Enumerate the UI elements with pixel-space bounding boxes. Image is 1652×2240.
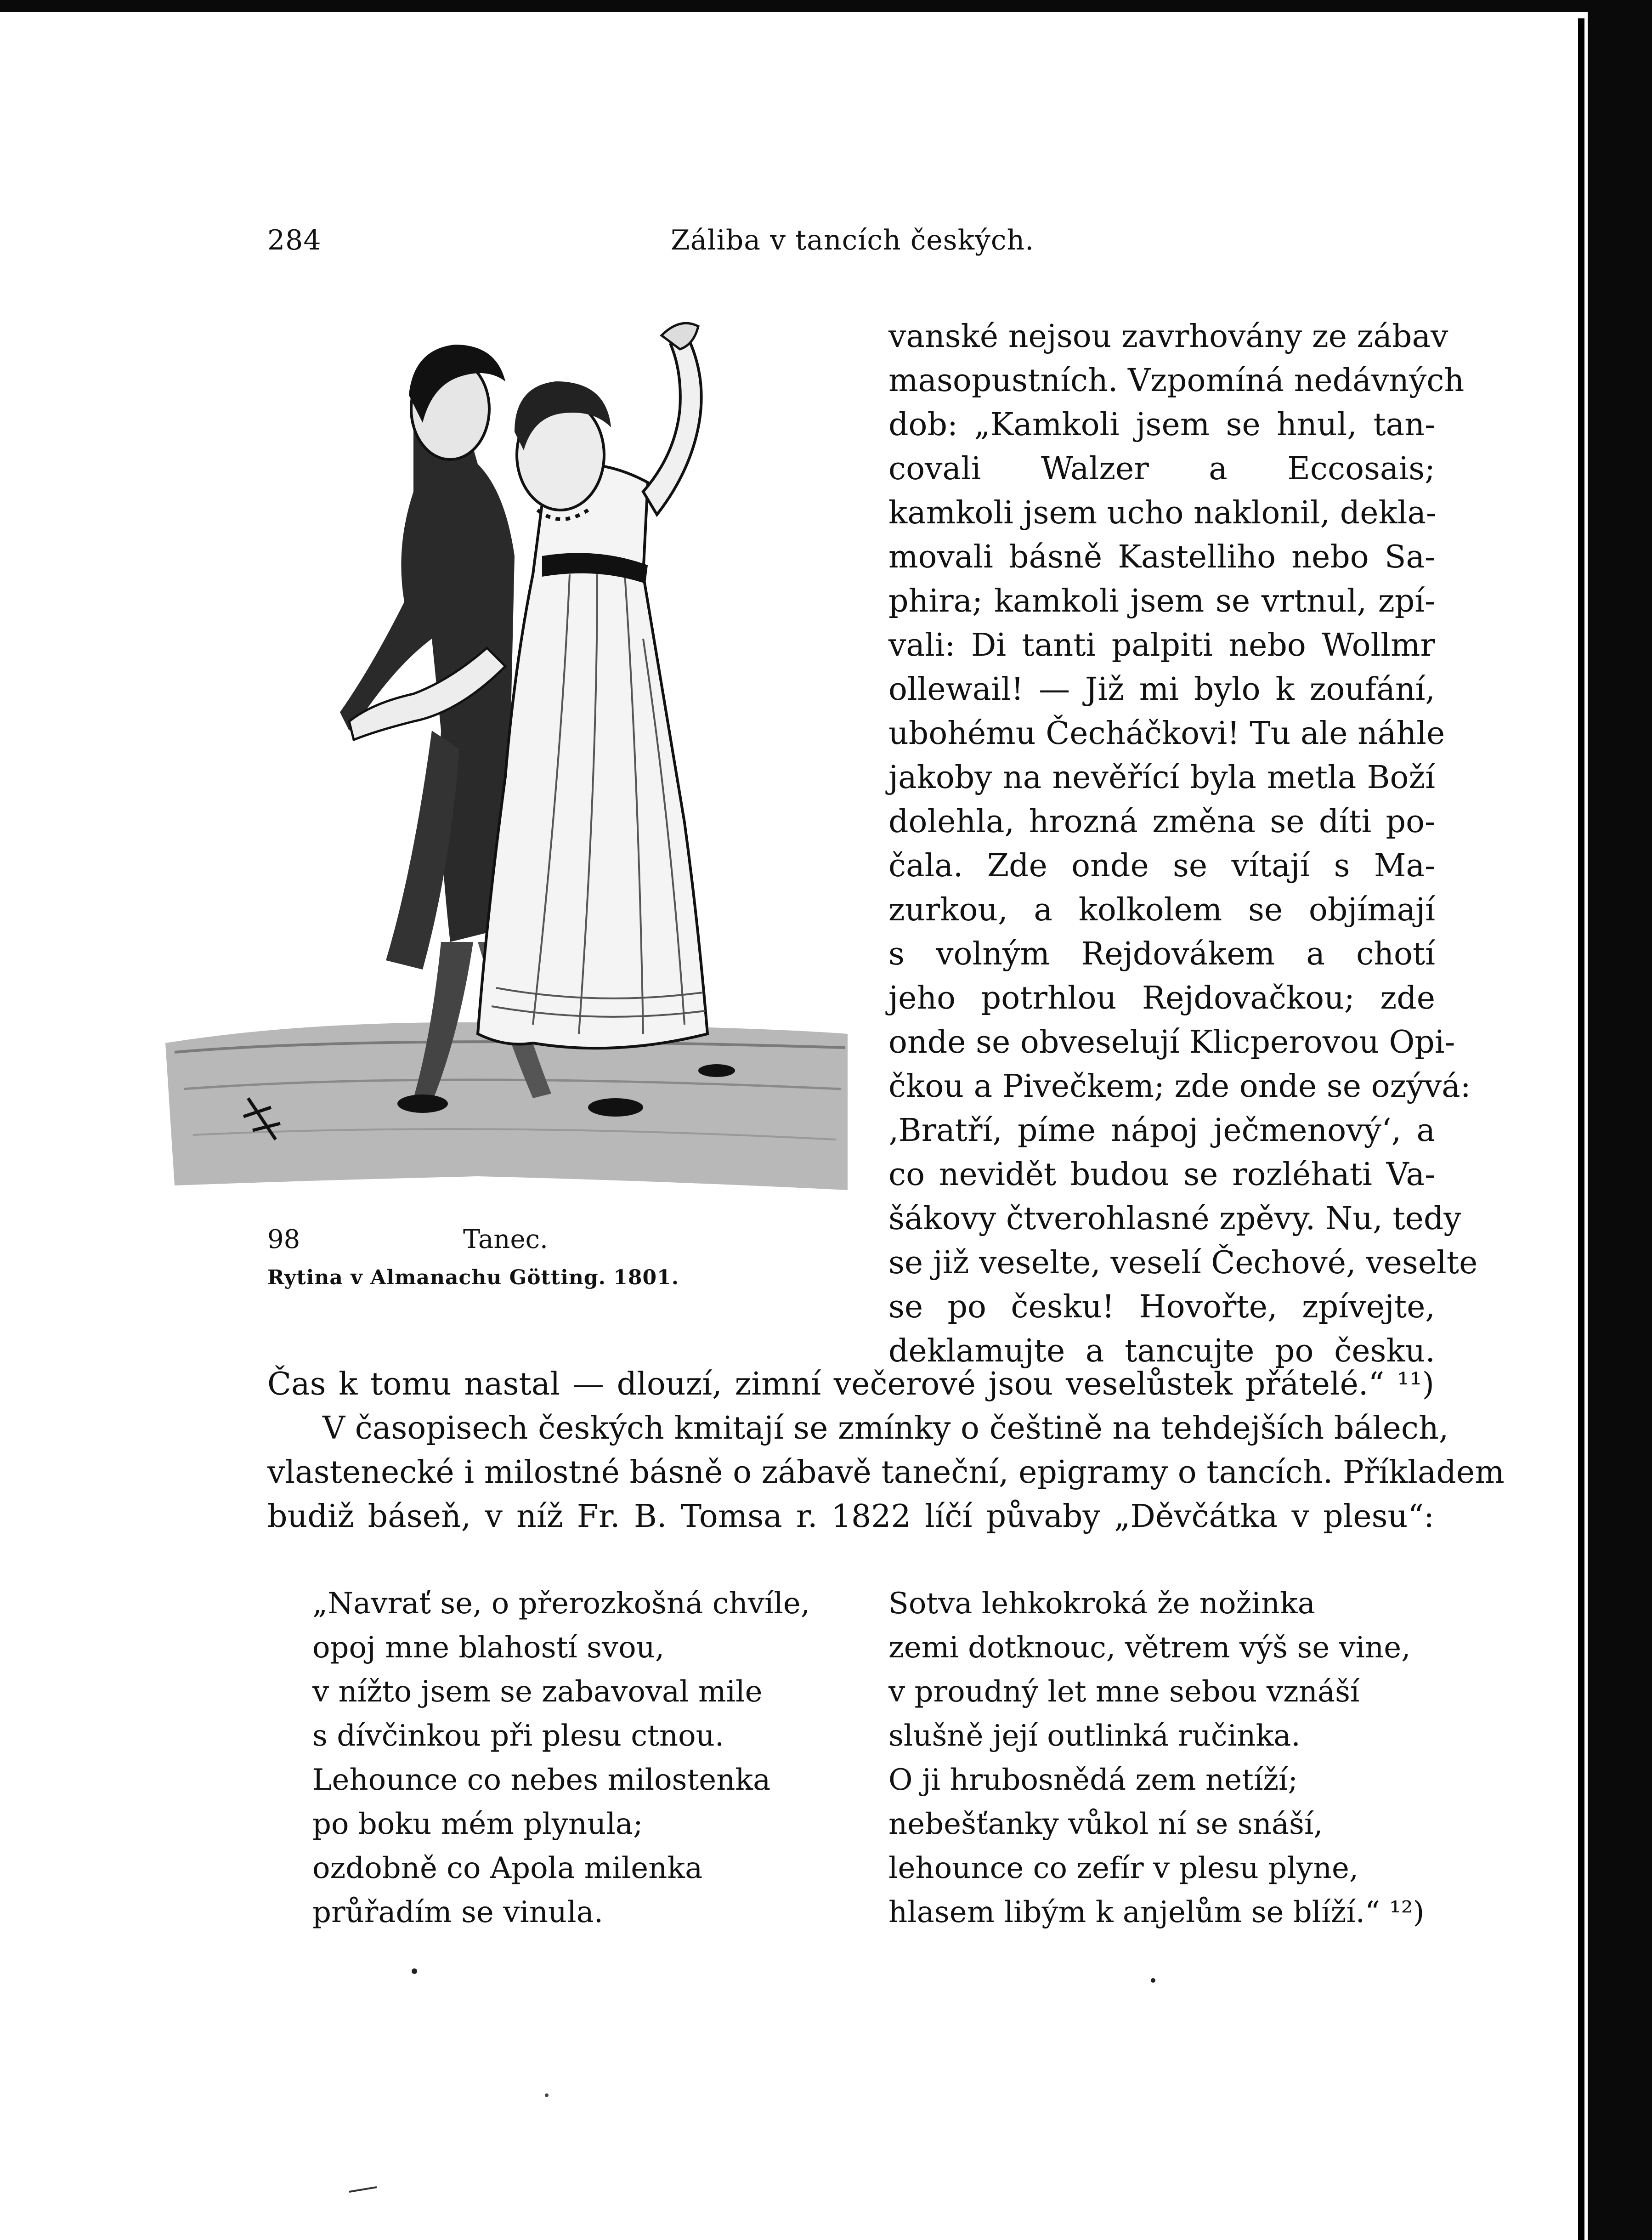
poem-line: nebešťanky vůkol ní se snáší, bbox=[888, 1807, 1323, 1841]
text-line: kamkoli jsem ucho naklonil, dekla- bbox=[888, 495, 1437, 531]
text-line: ubohému Čecháčkovi! Tu ale náhle bbox=[888, 715, 1445, 752]
text-line: se již veselte, veselí Čechové, veselte bbox=[888, 1245, 1478, 1281]
text-line: dob: „Kamkoli jsem se hnul, tan- bbox=[888, 407, 1435, 443]
poem-line: ozdobně co Apola milenka bbox=[312, 1851, 703, 1885]
text-line: movali básně Kastelliho nebo Sa- bbox=[888, 539, 1435, 575]
text-line: Čas k tomu nastal — dlouzí, zimní večerové jsou veselůstek přátelé.“ ¹¹) bbox=[267, 1366, 1434, 1402]
text-line: se po česku! Hovořte, zpívejte, bbox=[888, 1289, 1435, 1325]
page-number: 284 bbox=[267, 224, 322, 256]
text-line: onde se obveselují Klicperovou Opi- bbox=[888, 1024, 1455, 1060]
text-line: vlastenecké i milostné básně o zábavě taneční, epigramy o tancích. Příkladem bbox=[267, 1454, 1505, 1491]
text-line: masopustních. Vzpomíná nedávných bbox=[888, 363, 1465, 399]
text-line: ollewail! — Již mi bylo k zoufání, bbox=[888, 671, 1435, 708]
text-line: s volným Rejdovákem a chotí bbox=[888, 936, 1435, 972]
poem-line: po boku mém plynula; bbox=[312, 1807, 643, 1841]
poem-line: O ji hrubosnědá zem netíží; bbox=[888, 1763, 1298, 1797]
text-line: jakoby na nevěřící byla metla Boží bbox=[888, 760, 1435, 796]
running-title: Záliba v tancích českých. bbox=[671, 224, 1035, 256]
text-line: čkou a Pivečkem; zde onde se ozývá: bbox=[888, 1068, 1471, 1105]
poem-line: Sotva lehkokroká že nožinka bbox=[888, 1587, 1315, 1621]
poem-line: s dívčinkou při plesu ctnou. bbox=[312, 1719, 724, 1753]
text-line: covali Walzer a Eccosais; bbox=[888, 451, 1435, 487]
poem-line: průřadím se vinula. bbox=[312, 1895, 604, 1929]
poem-line: Lehounce co nebes milostenka bbox=[312, 1763, 771, 1797]
text-line: vali: Di tanti palpiti nebo Wollmr bbox=[888, 627, 1435, 663]
text-line: deklamujte a tancujte po česku. bbox=[888, 1333, 1435, 1369]
text-line: šákovy čtverohlasné zpěvy. Nu, tedy bbox=[888, 1201, 1461, 1237]
text-line: jeho potrhlou Rejdovačkou; zde bbox=[888, 980, 1435, 1016]
text-line: čala. Zde onde se vítají s Ma- bbox=[888, 848, 1435, 884]
poem-line: zemi dotknouc, větrem výš se vine, bbox=[888, 1631, 1411, 1665]
text-line: dolehla, hrozná změna se díti po- bbox=[888, 804, 1435, 840]
poem-line: slušně její outlinká ručinka. bbox=[888, 1719, 1301, 1753]
figure-credit: Rytina v Almanachu Götting. 1801. bbox=[267, 1266, 679, 1289]
poem-line: lehounce co zefír v plesu plyne, bbox=[888, 1851, 1359, 1885]
poem-line: v nížto jsem se zabavoval mile bbox=[312, 1675, 763, 1709]
figure-title: Tanec. bbox=[463, 1225, 548, 1254]
figure-number: 98 bbox=[267, 1225, 300, 1254]
poem-line: v proudný let mne sebou vznáší bbox=[888, 1675, 1360, 1709]
text-line: ‚Bratří, píme nápoj ječmenový‘, a bbox=[888, 1112, 1435, 1149]
poem-line: opoj mne blahostí svou, bbox=[312, 1631, 665, 1665]
text-line: zurkou, a kolkolem se objímají bbox=[888, 892, 1435, 928]
poem-line: „Navrať se, o přerozkošná chvíle, bbox=[312, 1587, 810, 1621]
text-line: budiž báseň, v níž Fr. B. Tomsa r. 1822 líčí půvaby „Děvčátka v plesu“: bbox=[267, 1498, 1434, 1535]
poem-line: hlasem libým k anjelům se blíží.“ ¹²) bbox=[888, 1895, 1425, 1929]
text-line: phira; kamkoli jsem se vrtnul, zpí- bbox=[888, 583, 1435, 619]
text-line: co nevidět budou se rozléhati Va- bbox=[888, 1157, 1435, 1193]
paragraph-start-line: V časopisech českých kmitají se zmínky o češtině na tehdejších bálech, bbox=[322, 1410, 1449, 1446]
text-line: vanské nejsou zavrhovány ze zábav bbox=[888, 318, 1448, 355]
